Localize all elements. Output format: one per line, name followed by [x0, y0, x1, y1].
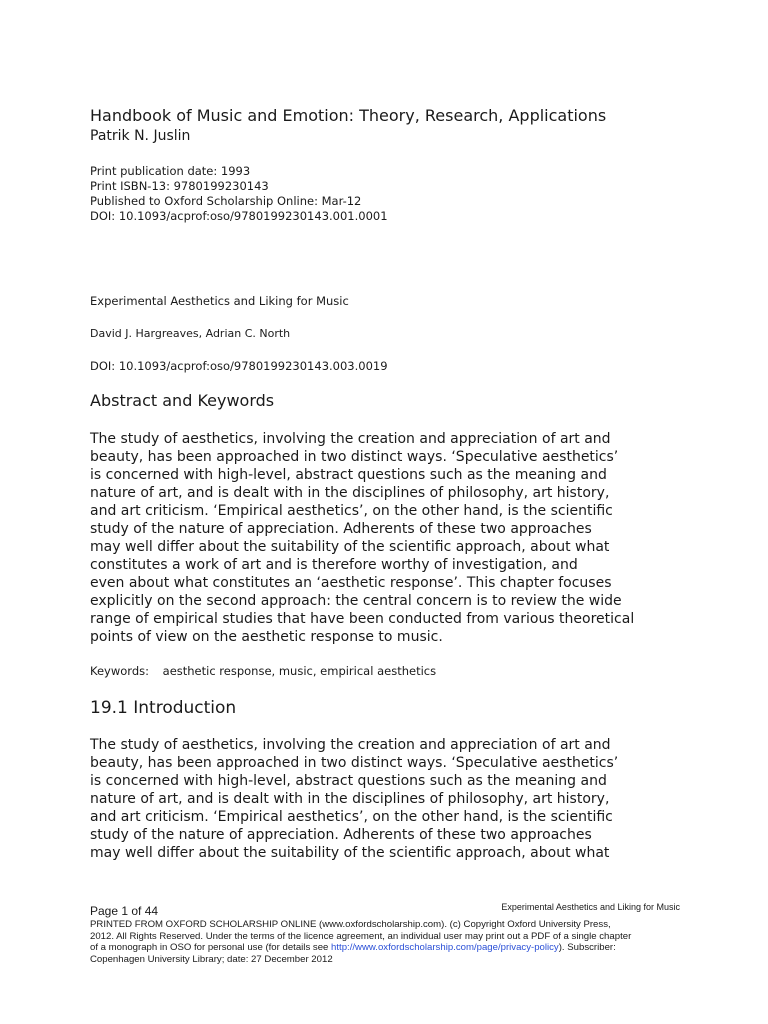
privacy-policy-link[interactable]: http://www.oxfordscholarship.com/page/privacy-policy — [331, 942, 559, 953]
text-line: may well differ about the suitability of the scientific approach, about what — [90, 845, 610, 861]
introduction-paragraph — [90, 736, 680, 862]
text-line: beauty, has been approached in two distinct ways. ‘Speculative aesthetics’ — [90, 755, 619, 771]
text-line: range of empirical studies that have been conducted from various theoretical — [90, 611, 635, 627]
copyright-notice — [90, 919, 680, 965]
chapter-doi: DOI: 10.1093/acprof:oso/9780199230143.003.0019 — [90, 359, 388, 373]
print-date: Print publication date: 1993 — [90, 164, 251, 178]
notice-line: 2012. All Rights Reserved. Under the terms of the licence agreement, an individual user may print out a PDF of a single chapter — [90, 930, 632, 942]
abstract-heading: Abstract and Keywords — [90, 391, 275, 410]
introduction-heading: 19.1 Introduction — [90, 698, 237, 718]
book-metadata — [90, 164, 388, 224]
keywords-list: aesthetic response, music, empirical aesthetics — [162, 664, 437, 678]
notice-line: PRINTED FROM OXFORD SCHOLARSHIP ONLINE (www.oxfordscholarship.com). (c) Copyright Oxford University Press, — [90, 919, 611, 930]
page-number: Page 1 of 44 — [90, 904, 159, 918]
abstract-paragraph — [90, 430, 680, 646]
text-line: constitutes a work of art and is therefore worthy of investigation, and — [90, 557, 578, 573]
running-head: Experimental Aesthetics and Liking for Music — [501, 902, 680, 912]
text-line: study of the nature of appreciation. Adherents of these two approaches — [90, 521, 592, 537]
page-footer — [90, 902, 680, 965]
keywords — [90, 664, 436, 678]
text-line: and art criticism. ‘Empirical aesthetics’, on the other hand, is the scientific — [90, 503, 613, 519]
text-line: The study of aesthetics, involving the creation and appreciation of art and — [90, 737, 611, 753]
chapter-title: Experimental Aesthetics and Liking for Music — [90, 294, 349, 308]
text-line: may well differ about the suitability of the scientific approach, about what — [90, 539, 610, 555]
notice-text: of a monograph in OSO for personal use (for details see — [90, 942, 332, 953]
text-line: beauty, has been approached in two distinct ways. ‘Speculative aesthetics’ — [90, 449, 619, 465]
text-line: points of view on the aesthetic response to music. — [90, 629, 443, 645]
published-online: Published to Oxford Scholarship Online: Mar-12 — [90, 194, 362, 208]
text-line: explicitly on the second approach: the central concern is to review the wide — [90, 593, 622, 609]
keywords-label: Keywords: — [90, 664, 149, 678]
text-line: and art criticism. ‘Empirical aesthetics’, on the other hand, is the scientific — [90, 809, 613, 825]
notice-line — [90, 942, 680, 954]
book-author: Patrik N. Juslin — [90, 128, 191, 144]
print-isbn: Print ISBN-13: 9780199230143 — [90, 179, 269, 193]
book-doi: DOI: 10.1093/acprof:oso/9780199230143.001.0001 — [90, 209, 388, 223]
text-line: The study of aesthetics, involving the creation and appreciation of art and — [90, 431, 611, 447]
chapter-authors: David J. Hargreaves, Adrian C. North — [90, 327, 291, 340]
text-line: nature of art, and is dealt with in the disciplines of philosophy, art history, — [90, 485, 610, 501]
notice-line: Copenhagen University Library; date: 27 December 2012 — [90, 953, 333, 965]
text-line: even about what constitutes an ‘aesthetic response’. This chapter focuses — [90, 575, 612, 591]
text-line: is concerned with high-level, abstract questions such as the meaning and — [90, 773, 607, 789]
notice-text: ). Subscriber: — [558, 942, 616, 953]
text-line: nature of art, and is dealt with in the disciplines of philosophy, art history, — [90, 791, 610, 807]
book-title: Handbook of Music and Emotion: Theory, Research, Applications — [90, 106, 607, 125]
text-line: is concerned with high-level, abstract questions such as the meaning and — [90, 467, 607, 483]
text-line: study of the nature of appreciation. Adherents of these two approaches — [90, 827, 592, 843]
